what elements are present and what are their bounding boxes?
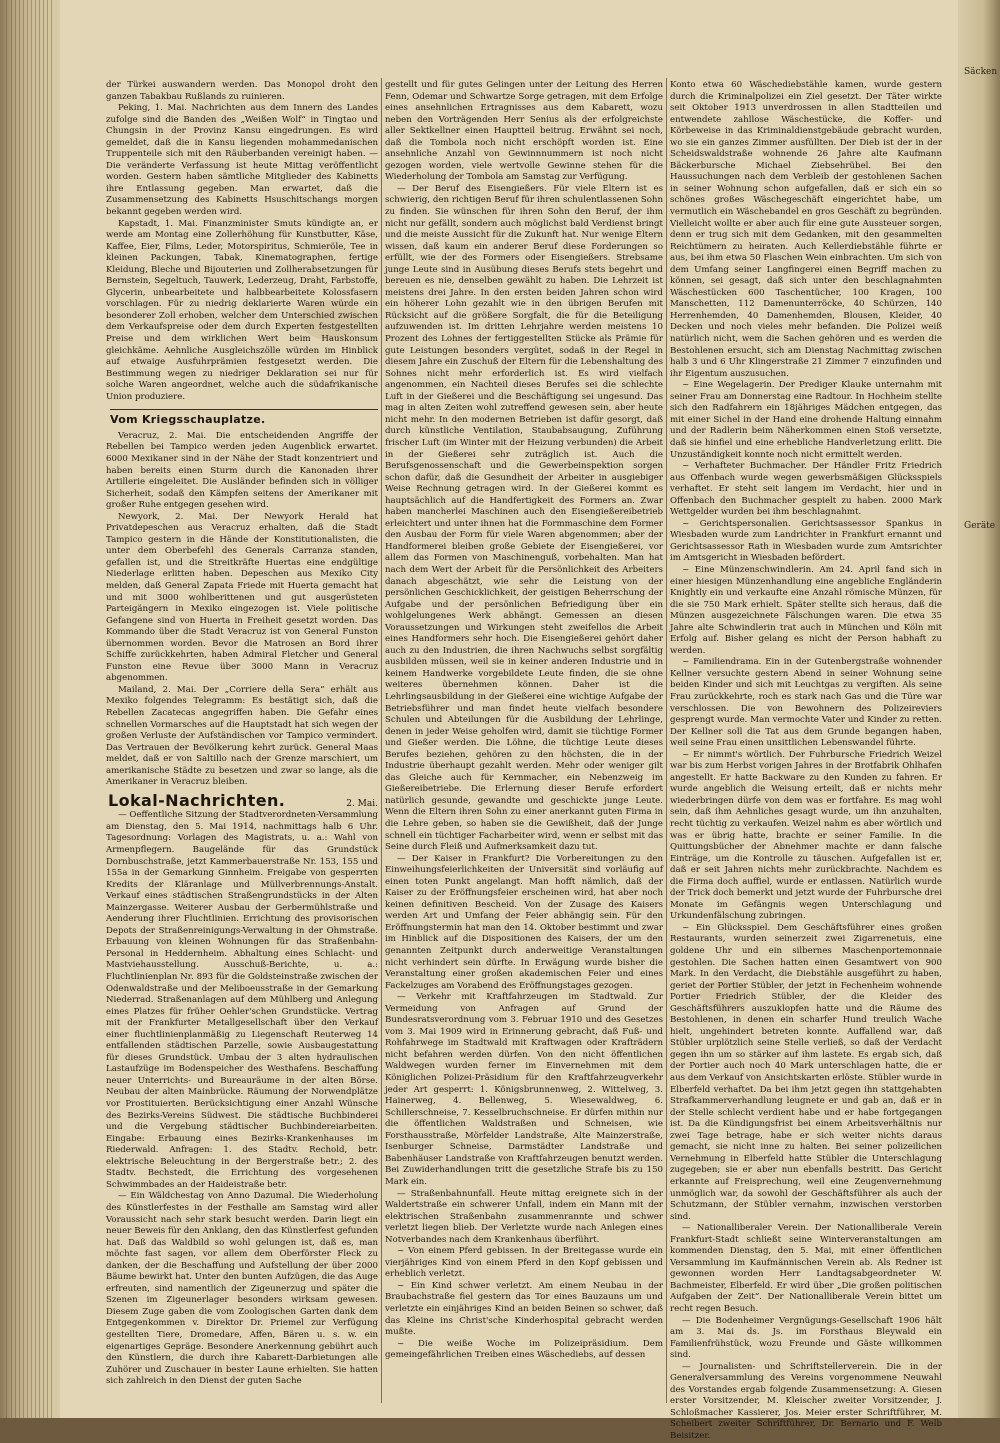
article-waeldchestag: — Ein Wäldchestag von Anno Dazumal. Die Wiederholung des Künstlerfestes in der Festhalle am Samstag wird aller Voraussicht nach sehr stark besucht werden. Darin liegt ein neuer Beweis für den Anklang, den das Künstlerfest gefunden hat. Daß das Waldbild so wohl gelungen ist, daß es, man möchte fast sagen, vor allem dem Oberförster Fleck zu danken, der die Beschaffung und Aufstellung der über 2000 Bäume bewirkt hat. Unter den bunten Aufzügen, die das Auge erfreuten, sind namentlich der Zigeunerzug und später die Szenen im Zigeunerlager besonders wirksam gewesen. Diesem Zuge gaben die vom Zoologischen Garten dank dem Entgegenkommen v. Direktor Dr. Priemel zur Verfügung gestellten Tiere, Dromedare, Affen, Bären u. s. w. ein eigenartiges Gepräge. Besondere Anerkennung gebührt auch den Künstlern, die durch ihre Kabarett-Darbietungen alle Zuhörer und Zuschauer in bester Laune erhielten. Sie hatten sich zahlreich in den Dienst der guten Sache: [106, 1191, 378, 1387]
article-bodenheimer: — Die Bodenheimer Vergnügungs-Gesellschaft 1906 hält am 3. Mai ds. Js. im Forsthaus Bleywald ein Familienfrühstück, wozu Freunde und Gäste willkommen sind.: [670, 1315, 942, 1361]
column-3: [670, 80, 942, 1441]
article-muenzen: ~ Eine Münzenschwindlerin. Am 24. April fand sich in einer hiesigen Münzenhandlung eine angebliche Engländerin Knightly ein und verkaufte eine Anzahl römische Münzen, für die sie 750 Mark erhielt. Später stellte sich heraus, daß die Münzen ausgezeichnete Fälschungen waren. Die etwa 35 Jahre alte Schwindlerin trat auch in München und Köln mit Erfolg auf. Bisher gelang es nicht der Person habhaft zu werden.: [670, 564, 942, 656]
article-mailand: Mailand, 2. Mai. Der „Corriere della Sera“ erhält aus Mexiko folgendes Telegramm: Es bestätigt sich, daß die Rebellen Zacatecas angegriffen haben. Die Gefahr eines schnellen Vormarsches auf die Hauptstadt hat sich wegen der großen Verluste der Aufständischen vor Tampico vermindert. Das Vertrauen der Bevölkerung kehrt zurück. General Maas meldet, daß er von Saltillo nach der Grenze marschiert, um amerikanische Städte zu besetzen und zwar so lange, als die Amerikaner in Veracruz bleiben.: [106, 684, 378, 788]
article-strassenbahnunfall: — Straßenbahnunfall. Heute mittag ereignete sich in der Waldertstraße ein schwerer Unfall, indem ein Mann mit der elektrischen Straßenbahn zusammenrannte und schwer verletzt liegen blieb. Der Verletzte wurde nach Anlegen eines Notverbandes nach dem Krankenhaus überführt.: [385, 1188, 663, 1245]
edge-text: Geräte: [964, 521, 996, 531]
article-pferd: ~ Von einem Pferd gebissen. In der Breitegasse wurde ein vierjähriges Kind von einem Pferd in den Kopf gebissen und erheblich verletzt.: [385, 1246, 663, 1280]
article-buchmacher: ~ Verhafteter Buchmacher. Der Händler Fritz Friedrich aus Offenbach wurde wegen gewerbsmäßigen Glücksspiels verhaftet. Er steht seit langem im Verdacht, hier und in Offenbach den Buchmacher gespielt zu haben. 2000 Mark Wettgelder wurden bei ihm beschlagnahmt.: [670, 461, 942, 518]
article-stadtverordneten: — Oeffentliche Sitzung der Stadtverordneten-Versammlung am Dienstag, den 5. Mai 1914, nachmittags halb 6 Uhr. Tagesordnung: Vorlagen des Magistrats, u. a.: Wahl von Armenpflegern. Baugelände für das Grundstück Dornbuschstraße, jetzt Kammerbauerstraße Nr. 153, 155 und 155a in der Gemarkung Ginnheim. Freigabe von gesperrten Kredits der Kläranlage und Müllverbrennungs-Anstalt. Verkauf eines städtischen Straßengrundstücks in der Alten Mainzergasse. Weiterer Ausbau der Gerbermühlstraße und Aenderung ihrer Fluchtlinien. Errichtung des provisorischen Depots der Straßenreinigungs-Verwaltung in der Ohmstraße. Erbauung von kleinen Wohnungen für das Straßenbahn-Personal in Heddernheim. Abhaltung eines Schlacht- und Mastviehausstellung. Ausschuß-Berichte, u. a.: Fluchtlinienplan Nr. 893 für die Goldsteinstraße zwischen der Odenwaldstraße und der Meliboeusstraße in der Gemarkung Niederrad. Straßenanlagen auf dem Mühlberg und Anlegung eines Platzes für früher Oehler'schen Grundstücke. Vertrag mit der Frankfurter Metallgesellschaft über den Verkauf einer fluchtlinienplanmäßig zu Liegenschaft Reuterweg 14 entfallenden städtischen Parzelle, sowie Ausbaugestattung für dieses Grundstück. Umbau der 3 alten hydraulischen Lastaufzüge im Bodenspeicher des Westhafens. Beschaffung neuer Unterrichts- und Bureauräume in der alten Börse. Neubau der alten Mainbrücke. Räumung der Norwendplätze vor Prostituierten. Berücksichtigung einer Anzahl Wünsche des Bezirks-Vereins Südwest. Die städtische Buchbinderei und die Vergebung städtischer Buchbindereiarbeiten. Eingabe: Erbauung eines Bezirks-Krankenhauses im Riederwald. Anfragen: 1. des Stadtv. Rechold, betr. elektrische Beleuchtung in der Bergerstraße betr.; 2. des Stadtv. Bechstedt, die Errichtung des vorgesehenen Schwimmbades an der Haideistraße betr.: [106, 810, 378, 1190]
article-kraftfahrzeuge: — Verkehr mit Kraftfahrzeugen im Stadtwald. Zur Vermeidung von Anfragen auf Grund der Bundesratsverordnung vom 3. Februar 1910 und des Gesetzes vom 3. Mai 1909 wird in Erinnerung gebracht, daß Fuß- und Rohfahrwege im Stadtwald mit Kraftwagen oder Krafträdern nicht befahren werden dürfen. Von den nicht öffentlichen Waldwegen wurden ferner im Einvernehmen mit dem Königlichen Polizei-Präsidium für den Kraftfahrzeugverkehr jeder Art gesperrt: 1. Königsbrunnenweg, 2. Wittelweg, 3. Hainerweg, 4. Bellenweg, 5. Wiesewaldweg, 6. Schillerschneise, 7. Kesselbruchschneise. Er dürfen mithin nur die öffentlichen Waldstraßen und Schneisen, wie Forsthausstraße, Mörfelder Landstraße, Alte Mainzerstraße, Isenburger Schneise, Darmstädter Landstraße und Babenhäuser Landstraße von Kraftfahrzeugen benutzt werden. Bei Zuwiderhandlungen tritt die gesetzliche Strafe bis zu 150 Mark ein.: [385, 992, 663, 1187]
article-kind: ~ Ein Kind schwer verletzt. Am einem Neubau in der Braubachstraße fiel gestern das Tor eines Bauzauns um und verletzte ein einjähriges Kind an beiden Beinen so schwer, daß das Kleine ins Christ'sche Kinderhospital gebracht werden mußte.: [385, 1280, 663, 1338]
article-gluecksspiel: ~ Ein Glücksspiel. Dem Geschäftsführer eines großen Restaurants, wurden seinerzeit zwei Zigarrenetuis, eine goldene Uhr und ein silbernes Maschenportemonnaie gestohlen. Die Sachen hatten einen Gesamtwert von 900 Mark. In den Verdacht, die Diebstähle ausgeführt zu haben, geriet der Portier Stübler, der jetzt in Fechenheim wohnende Portier Friedrich Stübler, der die Kleider des Geschäftsführers auszuklopfen hatte und die Räume des Bestohlenen, in denen ein scharfer Hund treulich Wache hielt, ungehindert betreten konnte. Auffallend war, daß Stübler urplötzlich seine Stelle verließ, so daß der Verdacht gegen ihn um so stärker auf ihm lastete. Es ergab sich, daß der Portier auch noch 40 Mark unterschlagen hatte, die er aus dem Verkauf von Ansichtskarten erlöste. Stübler wurde in Elberfeld verhaftet. Da bei ihm jetzt gegen ihn stattgehabten Strafkammerverhandlung leugnete er und gab an, daß er in der Stelle schlecht verdient habe und er habe fortgegangen ist. Da die Kündigungsfrist bei einem Arbeitsverhältnis nur zwei Tage betrage, habe er sich weiter nichts daraus gemacht, sie nicht inne zu halten. Bei seiner polizeilichen Vernehmung in Elberfeld hatte Stübler die Unterschlagung zugegeben; sie er aber nun ebenfalls bestritt. Das Gericht erkannte auf Freisprechung, weil eine Zeugenvernehmung unmöglich war, da sowohl der Geschäftsführer als auch der Schutzmann, der Stübler vernahm, inzwischen verstorben sind.: [670, 922, 942, 1222]
article-kapstadt: Kapstadt, 1. Mai. Finanzminister Smuts kündigte an, er werde am Montag eine Zollerhöhung für Kunstbutter, Käse, Kaffee, Eier, Films, Leder, Motorspiritus, Schmieröle, Tee in kleinen Packungen, Tabak, Kinematographen, fertige Kleidung, Bleche und Bijouterien und Zollherabsetzungen für Bernstein, Segeltuch, Tauwerk, Lederzeug, Draht, Farbstoffe, Glycerin, unbearbeitete und halbbearbeitete Kolossfasern vorschlagen. Für zu niedrig deklarierte Waren würde ein besonderer Zoll erhoben, welcher dem Unterschied zwischen dem Verkaufspreise oder dem durch Experten festgestellten Preise und dem wirklichen Wert beim Hauskonsum gleichkäme. Aehnliche Ausgleichszölle würden im Hinblick auf etwaige Ausfuhrprämien festgesetzt werden. Die Bestimmung wegen zu niedriger Deklaration sei nur für solche Waren angeordnet, welche auch die südafrikanische Union produziere.: [106, 218, 378, 402]
section-date: 2. Mai.: [346, 798, 378, 809]
article-text: der Türkei auswandern werden. Das Monopol droht den ganzen Tabakbau Rußlands zu ruinieren.: [106, 80, 378, 102]
column-rule: [381, 78, 382, 1403]
article-veracruz: Veracruz, 2. Mai. Die entscheidenden Angriffe der Rebellen bei Tampico werden jeden Augenblick erwartet. 6000 Mexikaner sind in der Nähe der Stadt konzentriert und haben bereits einen Sturm durch die Kanonaden ihrer Artillerie eingeleitet. Die Ausländer befinden sich in völliger Sicherheit, sodaß den Kämpfen seitens der Amerikaner mit großer Ruhe entgegen gesehen wird.: [106, 430, 378, 511]
article-woertlich: ~ Er nimmt's wörtlich. Der Fuhrbursche Friedrich Weizel war bis zum Herbst vorigen Jahres in der Brotfabrik Ohlhafen angestellt. Er hatte Backware zu den Kunden zu fahren. Er wurde angeblich die Weisung erteilt, daß er nichts mehr wiederbringen dürfe von dem was er fortfahre. Es mag wohl sein, daß ihm Aehnliches gesagt wurde, um ihn anzuhalten, recht tüchtig zu verkaufen. Weizel nahm es aber wörtlich und was er übrig hatte, brachte er seiner Familie. In die Quittungsbücher der Abnehmer machte er dann falsche Einträge, um die Kontrolle zu täuschen. Aufgefallen ist er, daß er seit Jahren nichts mehr zurückbrachte. Nachdem es die Firma doch auffiel, wurde er entlassen. Natürlich wurde der Trick doch bemerkt und jetzt wurde der Fuhrbursche drei Monate im Gefängnis wegen Unterschlagung und Urkundenfälschung zubringen.: [670, 749, 942, 922]
column-rule: [666, 78, 667, 1403]
article-wegelagerin: ~ Eine Wegelagerin. Der Prediger Klauke unternahm mit seiner Frau am Donnerstag eine Radtour. In Hochheim stellte sich den Radfahrern ein 18jähriges Mädchen entgegen, das mit einer Sichel in der Hand eine drohende Haltung einnahm und der Radlerin beim Näherkommen einen Stoß versetzte, daß sie hinfiel und eine erhebliche Handverletzung erlitt. Die Unzuständigkeit konnte noch nicht ermittelt werden.: [670, 380, 942, 460]
article-nationalliberal: — Nationalliberaler Verein. Der Nationalliberale Verein Frankfurt-Stadt schließt seine Winterveranstaltungen am kommenden Dienstag, den 5. Mai, mit einer öffentlichen Versammlung im Kaufmännischen Verein ab. Als Redner ist gewonnen worden Herr Landtagsabgeordneter W. Bachmeister, Elberfeld. Er wird über „Die großen politischen Aufgaben der Zeit“. Der Nationalliberale Verein bittet um recht regen Besuch.: [670, 1223, 942, 1314]
adjacent-page-edge: [958, 0, 1000, 1418]
book-binding: [0, 0, 60, 1418]
column-1: [106, 80, 378, 1410]
article-text: gestellt und für gutes Gelingen unter der Leitung des Herren Fenn, Odemar und Schwartze Sorge getragen, mit dem Erfolge eines ansehnlichen Ertragnisses aus dem Kabarett, wozu neben den Vorträgenden Herr Senius als der erfolgreichste aller Sektkellner einen Hauptteil beitrug. Erwähnt sei noch, daß die Tombola noch nicht erschöpft worden ist. Eine ansehnliche Anzahl von Gewinnnummern ist noch nicht gezogen worden, viele wertvolle Gewinne stehen für die Wiederholung der Tombola am Samstag zur Verfügung.: [385, 80, 663, 183]
section-heading-lokal: Lokal-Nachrichten.: [108, 790, 286, 810]
section-heading-kriegsschauplatz: Vom Kriegsschauplatze.: [110, 409, 378, 426]
article-newyork: Newyork, 2. Mai. Der Newyork Herald hat Privatdepeschen aus Veracruz erhalten, daß die Stadt Tampico gestern in die Hände der Konstitutionalisten, die unter dem Oberbefehl des Generals Carranza standen, gefallen ist, und die Streitkräfte Huertas eine endgültige Niederlage erlitten haben. Depeschen aus Mexiko City melden, daß General Zapata Friede mit Huerta gemacht hat und mit 3000 wohlberittenen und gut ausgerüsteten Parteigängern in Mexiko eingezogen ist. Viele politische Gefangene sind von Huerta in Freiheit gesetzt worden. Das Kommando über die Stadt Veracruz ist von General Funston übernommen worden. Bevor die Matrosen an Bord ihrer Schiffe zurückkehrten, haben Admiral Fletcher und General Funston eine Revue über 3000 Mann in Veracruz abgenommen.: [106, 511, 378, 684]
article-gerichtspersonalien: ~ Gerichtspersonalien. Gerichtsassessor Spankus in Wiesbaden wurde zum Landrichter in Frankfurt ernannt und Gerichtsassessor Rath in Wiesbaden wurde zum Amtsrichter im Amtsgericht in Wiesbaden befördert.: [670, 518, 942, 564]
article-kaiser: — Der Kaiser in Frankfurt? Die Vorbereitungen zu den Einweihungsfeierlichkeiten der Universität sind vorläufig auf einen toten Punkt angelangt. Man hofft nämlich, daß der Kaiser zu der Eröffnungsfeier erscheinen wird, hat aber noch keinen definitiven Bescheid. Von der Zusage des Kaisers werden Art und Umfang der Feier abhängig sein. Für den Eröffnungstermin hat man den 14. Oktober bestimmt und zwar im Hinblick auf die Dispositionen des Kaisers, der um den genannten Zeitpunkt durch anderweitige Veranstaltungen nicht verhindert sein dürfte. In Erwägung wurde bisher die Veranstaltung einer großen akademischen Feier und eines Fackelzuges am Vorabend des Eröffnungstages gezogen.: [385, 853, 663, 991]
article-journalisten: — Journalisten- und Schriftstellerverein. Die in der Generalversammlung des Vereins vorgenommene Neuwahl des Vorstandes ergab folgende Zusammensetzung: A. Giesen erster Vorsitzender, M. Kleischer zweiter Vorsitzender, J. Schloßmacher Kassierer, Jos. Meier erster Schriftführer, M. Scheibert zweiter Schriftführer, Dr. Bernario und F. Welb Beisitzer.: [670, 1361, 942, 1441]
article-familiendrama: ~ Familiendrama. Ein in der Gutenbergstraße wohnender Kellner versuchte gestern Abend in seiner Wohnung seine beiden Kinder und sich mit Leuchtgas zu vergiften. Als seine Frau zurückkehrte, roch es stark nach Gas und die Türe war verschlossen. Die von Bewohnern des Polizeireviers gesprengt wurde. Man vermochte Vater und Kinder zu retten. Der Kellner soll die Tat aus dem Grunde begangen haben, weil seine Frau einen unsittlichen Lebenswandel führte.: [670, 657, 942, 749]
article-peking: Peking, 1. Mai. Nachrichten aus dem Innern des Landes zufolge sind die Banden des „Weißen Wolf“ in Tingtao und Chungsin in der Provinz Kansu eingedrungen. Es wird gemeldet, daß die in Kansu liegenden mohammedanischen Truppenteile sich mit den Räuberbanden vereinigt haben. — Die veränderte Verfassung ist heute Mittag veröffentlicht worden. Gestern haben sämtliche Mitglieder des Kabinetts ihre Entlassung gegeben. Man erwartet, daß die Zusammensetzung des Kabinetts Hsuschitschangs morgen bekannt gegeben werden wird.: [106, 103, 378, 218]
article-weisse-woche: ~ Die weiße Woche im Polizeipräsidium. Dem gemeingefährlichen Treiben eines Wäschediebs, auf dessen: [385, 1338, 663, 1361]
article-eisengiesser: — Der Beruf des Eisengießers. Für viele Eltern ist es schwierig, den richtigen Beruf für ihren schulentlassenen Sohn zu finden. Sie wünschen für ihren Sohn den Beruf, der ihm nicht nur gefällt, sondern auch möglichst bald Verdienst bringt und die meiste Aussicht für die Zukunft hat. Nur wenige Eltern wissen, daß kaum ein anderer Beruf diese Forderungen so erfüllt, wie der des Formers oder Eisengießers. Strebsame junge Leute sind in Ausübung dieses Berufs stets begehrt und bereuen es nie, denselben gewählt zu haben. Die Lehrzeit ist meistens drei Jahre. In den ersten beiden Jahren schon wird ein höherer Lohn gezahlt wie in den übrigen Berufen mit Rücksicht auf die größere Sorgfalt, die für die Beteiligung aufzuwenden ist. Im dritten Lehrjahre werden meistens 10 Prozent des Lohnes der fertiggestellten Stücke als Prämie für gute Leistungen besonders vergütet, sodaß in der Regel in diesem Jahre ein Zuschuß der Eltern für die Lebenshaltung des Sohnes nicht mehr erforderlich ist. Es wird vielfach angenommen, ein Nachteil dieses Berufes sei die schlechte Luft in der Gießerei und die Beschäftigung sei ungesund. Das mag in alten Zeiten wohl zutreffend gewesen sein, aber heute nicht mehr. In den modernen Betrieben ist dafür gesorgt, daß durch künstliche Ventilation, Staubabsaugung, Zuführung frischer Luft (im Winter mit der Heizung verbunden) die Arbeit in der Gießerei sehr zuträglich ist. Auch die Berufsgenossenschaft und die Gewerbeinspektion sorgen schon dafür, daß die Gesundheit der Arbeiter in ausgiebiger Weise Rechnung getragen wird. In der Gießerei kommt es hauptsächlich auf die Handfertigkeit des Formers an. Zwar haben mancherlei Maschinen auch den Eisengießereibetrieb erleichtert und unter ihnen hat die Formmaschine dem Former den Ausbau der Form für viele Waren abgenommen; aber der Handformerei bleiben große Gebiete der Eisengießerei, vor allem das Formen von Maschinenguß, vorbehalten. Man hat nach dem Wert der Arbeit für die Persönlichkeit des Arbeiters danach abgeschätzt, wie sehr die Leistung von der persönlichen Geschicklichkeit, der geistigen Beherrschung der Aufgabe und der persönlichen Befriedigung über ein wohlgelungenes Werk abhängt. Gemessen an diesen Voraussetzungen und Wirkungen steht zweifellos die Arbeit eines Handformers sehr hoch. Die Eisengießerei gehört daher auch zu den Industrien, die ihren Nachwuchs selbst sorgfältig ausbilden müssen, weil sie in keiner anderen Industrie und in keinem Handwerke vorgebildete Leute finden, die sie ohne weiteres übernehmen können. Daher ist die Lehrlingsausbildung in der Gießerei eine wichtige Aufgabe der Betriebsführer und man findet heute vielfach besondere Schulen und Abteilungen für die Ausbildung der Lehrlinge, denen in jeder Weise geholfen wird, damit sie tüchtige Former und Gießer werden. Die Löhne, die tüchtige Leute dieses Berufes beziehen, gehören zu den höchsten, die in der Industrie überhaupt gezahlt werden. Mehr oder weniger gilt das Gleiche auch für Kernmacher, ein Nebenzweig im Gießereibetriebe. Die Erlernung dieser Berufe erfordert natürlich gesunde, gewandte und geschickte junge Leute. Wenn die Eltern ihren Sohn zu einer anerkannt guten Firma in die Lehre geben, so haben sie die Gewißheit, daß der Junge schnell ein tüchtiger Facharbeiter wird, wenn er selbst mit das Seine durch Fleiß und Aufmerksamkeit dazu tut.: [385, 183, 663, 853]
article-text: Konto etwa 60 Wäschediebstähle kamen, wurde gestern durch die Kriminalpolizei ein Ziel gesetzt. Der Täter wirkte seit Oktober 1913 unverdrossen in allen Stadtteilen und entwendete zahllose Wäschestücke, die Koffer- und Körbeweise in das Kriminaldienstgebäude gebracht wurden, wo sie ein ganzes Zimmer ausfüllten. Der Dieb ist der in der Scheidswaldstraße wohnende 26 Jahre alte Kaufmann Bäckerbursche Michael Ziebsehrübel. Bei den Haussuchungen nach dem Verbleib der gestohlenen Sachen in seiner Wohnung schon aufgefallen, daß er sich ein so schönes großes Wäschegeschäft eingerichtet habe, um vermutlich ein Wäschebandel en gros Geschäft zu begründen. Vielleicht wollte er aber auch für eine gute Aussteuer sorgen, denn er trug sich mit dem Gedanken, mit den gesammelten Reichtümern zu heiraten. Auch Kellerdiebstähle führte er aus, bei ihm etwa 50 Flaschen Wein einbrachten. Um sich von dem Umfang seiner Langfingerei einen Begriff machen zu können, sei gesagt, daß sich unter den beschlagnahmten Wäschestücken 600 Taschentücher, 100 Kragen, 100 Manschetten, 112 Damenunterröcke, 40 Schürzen, 140 Herrenhemden, 40 Damenhemden, Blousen, Kleider, 40 Decken und noch vieles mehr befanden. Die Polizei weiß natürlich nicht, wem die Sachen gehören und es werden die Bestohlenen ersucht, sich am Dienstag Nachmittag zwischen halb 3 und 6 Uhr Klingerstraße 21 Zimmer 7 einzufinden und ihr Eigentum auszusuchen.: [670, 80, 942, 379]
edge-text: Säcken: [964, 67, 998, 77]
column-2: [385, 80, 663, 1410]
